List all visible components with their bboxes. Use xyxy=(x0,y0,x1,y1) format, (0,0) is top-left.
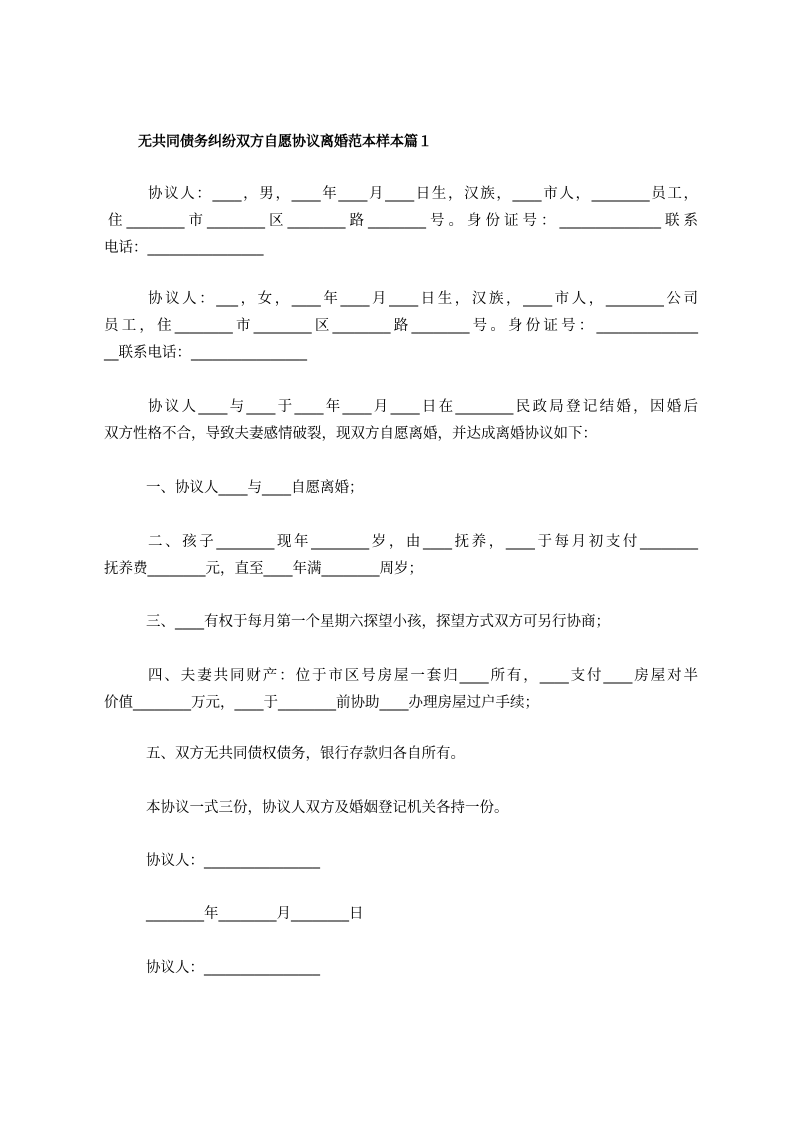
paragraph-8-line-1: 五、双方无共同债权债务，银行存款归各自所有。 xyxy=(146,746,465,762)
paragraph-3-line-2: 双方性格不合，导致夫妻感情破裂，现双方自愿离婚，并达成离婚协议如下： xyxy=(104,426,597,442)
paragraph-3-line-1: 协议人____与____于____年____月____日在________民政局登记结婚，因婚后 xyxy=(148,399,698,415)
paragraph-5-line-1: 二、孩子________现年________岁，由____抚养，____于每月初支付________ xyxy=(148,534,698,550)
paragraph-7-line-1: 四、夫妻共同财产：位于市区号房屋一套归____所有，____支付____房屋对半 xyxy=(148,668,698,684)
date-line: ________年________月________日 xyxy=(146,906,364,922)
paragraph-2-line-1: 协议人：___，女，____年____月____日生，汉族，____市人，________公司 xyxy=(148,291,698,307)
paragraph-1-line-1: 协议人：____，男，____年____月____日生，汉族，____市人，________员工， xyxy=(148,186,698,202)
paragraph-9-line-1: 本协议一式三份，协议人双方及婚姻登记机关各持一份。 xyxy=(146,800,509,816)
signature-line-1: 协议人：________________ xyxy=(146,853,320,869)
paragraph-2-line-2: 员工，住________市________区________路________号。身份证号：______________ xyxy=(104,318,698,334)
paragraph-6-line-1: 三、____有权于每月第一个星期六探望小孩，探望方式双方可另行协商； xyxy=(146,614,610,630)
paragraph-5-line-2: 抚养费________元，直至____年满________周岁； xyxy=(104,561,423,577)
paragraph-1-line-3: 电话：________________ xyxy=(104,240,264,256)
signature-line-2: 协议人：________________ xyxy=(146,960,320,976)
paragraph-4-line-1: 一、协议人____与____自愿离婚； xyxy=(146,480,364,496)
paragraph-2-line-3: __联系电话：________________ xyxy=(104,345,307,361)
paragraph-7-line-2: 价值________万元，____于________前协助____办理房屋过户手续； xyxy=(104,695,539,711)
document-title: 无共同债务纠纷双方自愿协议离婚范本样本篇１ xyxy=(138,134,432,150)
paragraph-1-line-2: 住________市________区________路________号。身份证号：______________联系 xyxy=(108,213,698,229)
